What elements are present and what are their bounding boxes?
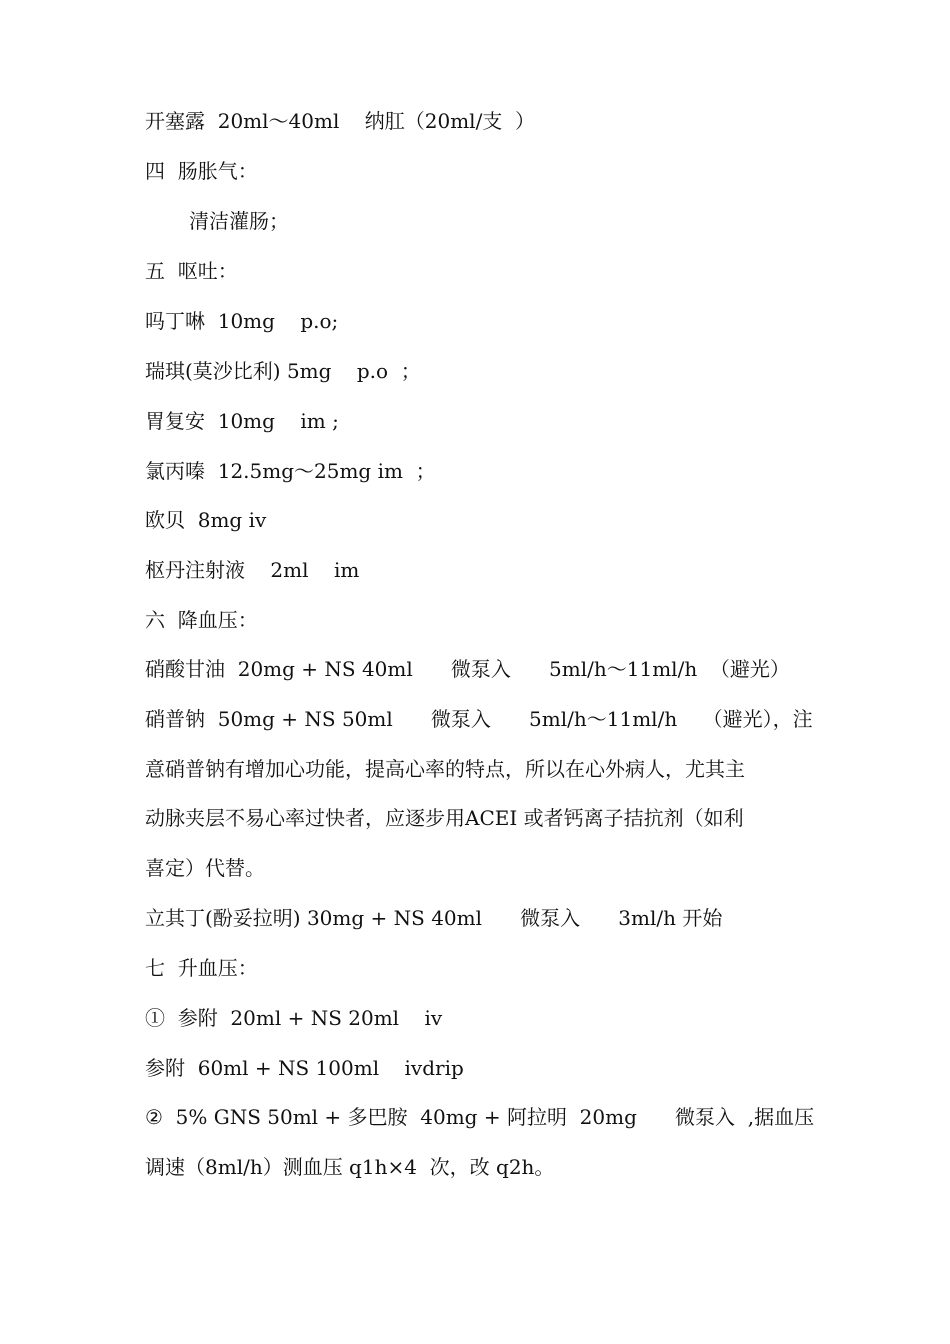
text-line: 吗丁啉 10mg p.o; — [145, 309, 339, 333]
text-line: 欧贝 8mg iv — [145, 508, 267, 532]
text-line: 调速（8ml/h）测血压 q1h×4 次，改 q2h。 — [145, 1155, 555, 1179]
text-line: 氯丙嗪 12.5mg～25mg im ； — [145, 459, 436, 483]
section-heading: 七 升血压： — [145, 956, 258, 980]
text-line: 瑞琪(莫沙比利) 5mg p.o ； — [145, 359, 421, 383]
text-line: 枢丹注射液 2ml im — [145, 558, 360, 582]
text-line: 胃复安 10mg im ; — [145, 409, 339, 433]
text-line: ① 参附 20ml + NS 20ml iv — [145, 1006, 443, 1030]
text-line: 参附 60ml + NS 100ml ivdrip — [145, 1056, 464, 1080]
section-heading: 五 呕吐： — [145, 259, 238, 283]
text-line: 意硝普钠有增加心功能，提高心率的特点，所以在心外病人，尤其主 — [145, 757, 745, 781]
text-line: 喜定）代替。 — [145, 856, 265, 880]
section-heading: 六 降血压： — [145, 608, 258, 632]
text-line: 硝普钠 50mg + NS 50ml 微泵入 5ml/h～11ml/h （避光），注 — [145, 707, 813, 731]
text-line: 开塞露 20ml～40ml 纳肛（20ml/支 ） — [145, 109, 536, 133]
text-line: 立其丁(酚妥拉明) 30mg + NS 40ml 微泵入 3ml/h 开始 — [145, 906, 723, 930]
text-line: ② 5% GNS 50ml + 多巴胺 40mg + 阿拉明 20mg 微泵入 ,据血压 — [145, 1105, 815, 1129]
section-heading: 四 肠胀气： — [145, 159, 258, 183]
text-line: 清洁灌肠； — [189, 209, 289, 233]
text-line: 动脉夹层不易心率过快者，应逐步用ACEI 或者钙离子拮抗剂（如利 — [145, 806, 744, 830]
text-line: 硝酸甘油 20mg + NS 40ml 微泵入 5ml/h～11ml/h （避光） — [145, 657, 790, 681]
